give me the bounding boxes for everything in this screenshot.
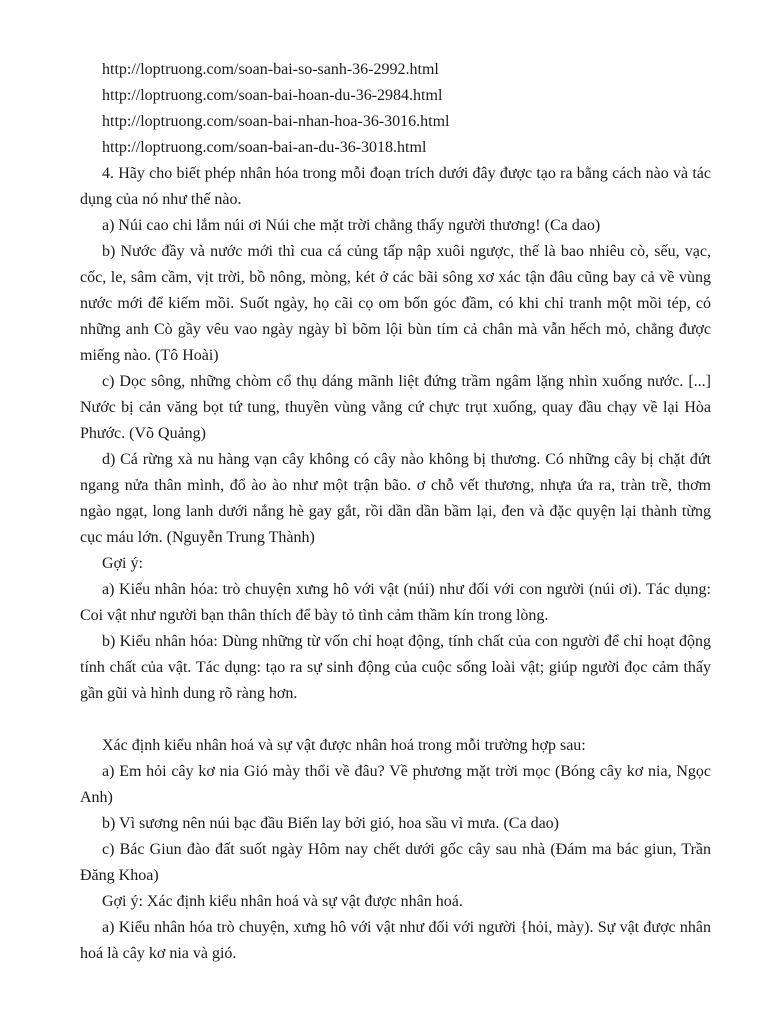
hint-answer-b: b) Kiểu nhân hóa: Dùng những từ vốn chỉ hoạt động, tính chất của con người để chỉ hoạt động tính chất của vật. Tác dụng: tạo ra sự sinh động của cuộc sống loài vật; giúp người đọc cảm thấy gần gũi và hình dung rõ ràng hơn.	[80, 633, 711, 702]
exercise-hint-answer-a: a) Kiểu nhân hóa trò chuyện, xưng hô với vật như đối với người {hỏi, mày). Sự vật được nhân hoá là cây kơ nia và gió.	[80, 919, 711, 962]
reference-link[interactable]: http://loptruong.com/soan-bai-so-sanh-36-2992.html	[102, 61, 439, 78]
reference-link[interactable]: http://loptruong.com/soan-bai-hoan-du-36-2984.html	[102, 87, 443, 104]
paragraph-gap	[80, 707, 711, 733]
hint-label: Gợi ý:	[102, 555, 143, 572]
hint-answer-a: a) Kiểu nhân hóa: trò chuyện xưng hô với vật (núi) như đối với con người (núi ơi). Tác dụng: Coi vật như người bạn thân thích để bày tỏ tình cảm thầm kín trong lòng.	[80, 581, 711, 624]
reference-link[interactable]: http://loptruong.com/soan-bai-an-du-36-3018.html	[102, 139, 427, 156]
exercise-hint: Gợi ý: Xác định kiểu nhân hoá và sự vật được nhân hoá.	[102, 893, 463, 910]
question-4-item-d: d) Cá rừng xà nu hàng vạn cây không có cây nào không bị thương. Có những cây bị chặt đứt ngang nửa thân mình, đổ ào ào như một trận bão. ơ chỗ vết thương, nhựa ứa ra, tràn trề, thơm ngào ngạt, long lanh dưới nắng hè gay gắt, rồi dần dần bầm lại, đen và đặc quyện lại thành từng cục máu lớn. (Nguyễn Trung Thành)	[80, 451, 711, 546]
question-4-prompt: 4. Hãy cho biết phép nhân hóa trong mỗi đoạn trích dưới đây được tạo ra bằng cách nào và tác dụng của nó như thế nào.	[80, 165, 711, 208]
exercise-prompt: Xác định kiểu nhân hoá và sự vật được nhân hoá trong mỗi trường hợp sau:	[102, 737, 586, 754]
reference-link[interactable]: http://loptruong.com/soan-bai-nhan-hoa-36-3016.html	[102, 113, 450, 130]
document-body	[80, 57, 711, 967]
exercise-item-a: a) Em hỏi cây kơ nia Gió mày thổi về đâu? Về phương mặt trời mọc (Bóng cây kơ nia, Ngọc Anh)	[80, 763, 711, 806]
question-4-item-c: c) Dọc sông, những chòm cổ thụ dáng mãnh liệt đứng trầm ngâm lặng nhìn xuống nước. [...] Nước bị cản văng bọt tứ tung, thuyền vùng vằng cứ chực trụt xuống, quay đầu chạy về lại Hòa Phước. (Võ Quảng)	[80, 373, 711, 442]
exercise-item-b: b) Vì sương nên núi bạc đầu Biển lay bởi gió, hoa sầu vì mưa. (Ca dao)	[102, 815, 559, 832]
question-4-item-a: a) Núi cao chi lắm núi ơi Núi che mặt trời chẳng thấy người thương! (Ca dao)	[102, 217, 601, 234]
exercise-item-c: c) Bác Giun đào đất suốt ngày Hôm nay chết dưới gốc cây sau nhà (Đám ma bác giun, Trần Đăng Khoa)	[80, 841, 711, 884]
question-4-item-b: b) Nước đầy và nước mới thì cua cá củng tấp nập xuôi ngược, thế là bao nhiêu cò, sếu, vạc, cốc, le, sâm cầm, vịt trời, bồ nông, mòng, két ở các bãi sông xơ xác tận đâu cũng bay cả về vùng nước mới để kiếm mồi. Suốt ngày, họ cãi cọ om bốn góc đầm, có khi chỉ tranh một mồi tép, có những anh Cò gầy vêu vao ngày ngày bì bõm lội bùn tím cả chân mà vẫn hếch mỏ, chẳng được miếng nào. (Tô Hoài)	[80, 243, 711, 364]
